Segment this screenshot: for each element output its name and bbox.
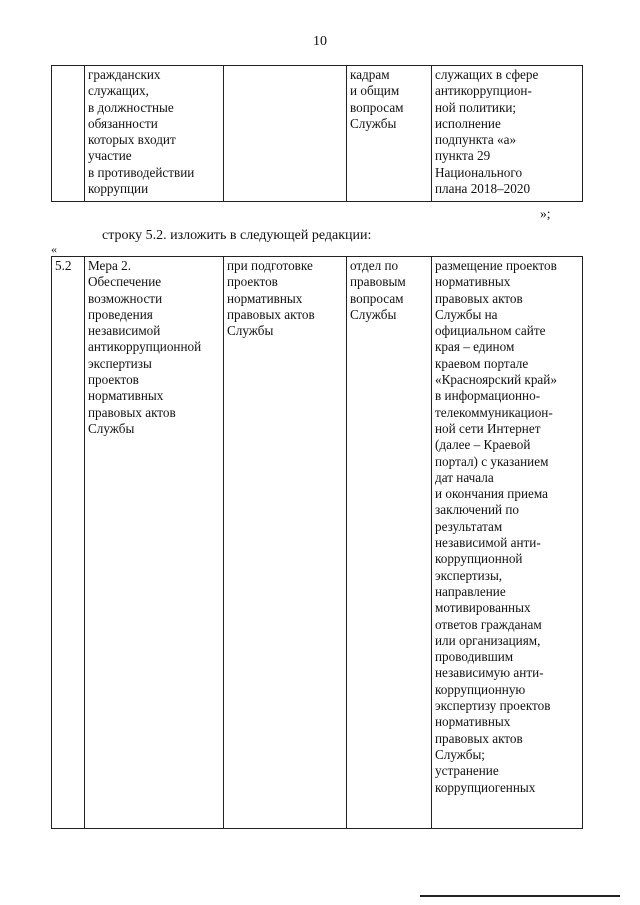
cell-responsible: отдел по правовым вопросам Службы bbox=[347, 257, 432, 829]
footer-rule bbox=[420, 895, 620, 897]
cell-measure: Мера 2. Обеспечение возможности проведения независимой антикоррупционной экспертизы проектов нормативных правовых актов Службы bbox=[85, 257, 224, 829]
cell-result: служащих в сфере антикоррупцион- ной политики; исполнение подпункта «а» пункта 29 Национального плана 2018–2020 bbox=[432, 66, 583, 202]
instruction-text: строку 5.2. изложить в следующей редакции: bbox=[102, 228, 372, 243]
open-quote: « bbox=[51, 242, 57, 256]
table-new-row bbox=[51, 256, 583, 829]
table-row bbox=[52, 66, 583, 202]
cell-result: размещение проектов нормативных правовых актов Службы на официальном сайте края – едином краевом портале «Красноярский край» в информационно- телекоммуникацион- ной сети Интернет (далее – Краевой портал) с указанием дат начала и окончания приема заключений по результатам независимой анти- коррупционной экспертизы, направление мотивированных ответов гражданам или организациям, проводившим независимую анти- коррупционную экспертизу проектов нормативных правовых актов Службы; устранение коррупциогенных bbox=[432, 257, 583, 829]
cell-term bbox=[224, 66, 347, 202]
cell-number: 5.2 bbox=[52, 257, 85, 829]
cell-measure: гражданских служащих, в должностные обязанности которых входит участие в противодействии коррупции bbox=[85, 66, 224, 202]
table-row bbox=[52, 257, 583, 829]
closing-quote: »; bbox=[540, 206, 551, 221]
cell-number bbox=[52, 66, 85, 202]
cell-term: при подготовке проектов нормативных правовых актов Службы bbox=[224, 257, 347, 829]
table-continuation bbox=[51, 65, 583, 202]
page-number: 10 bbox=[313, 34, 327, 49]
cell-responsible: кадрам и общим вопросам Службы bbox=[347, 66, 432, 202]
